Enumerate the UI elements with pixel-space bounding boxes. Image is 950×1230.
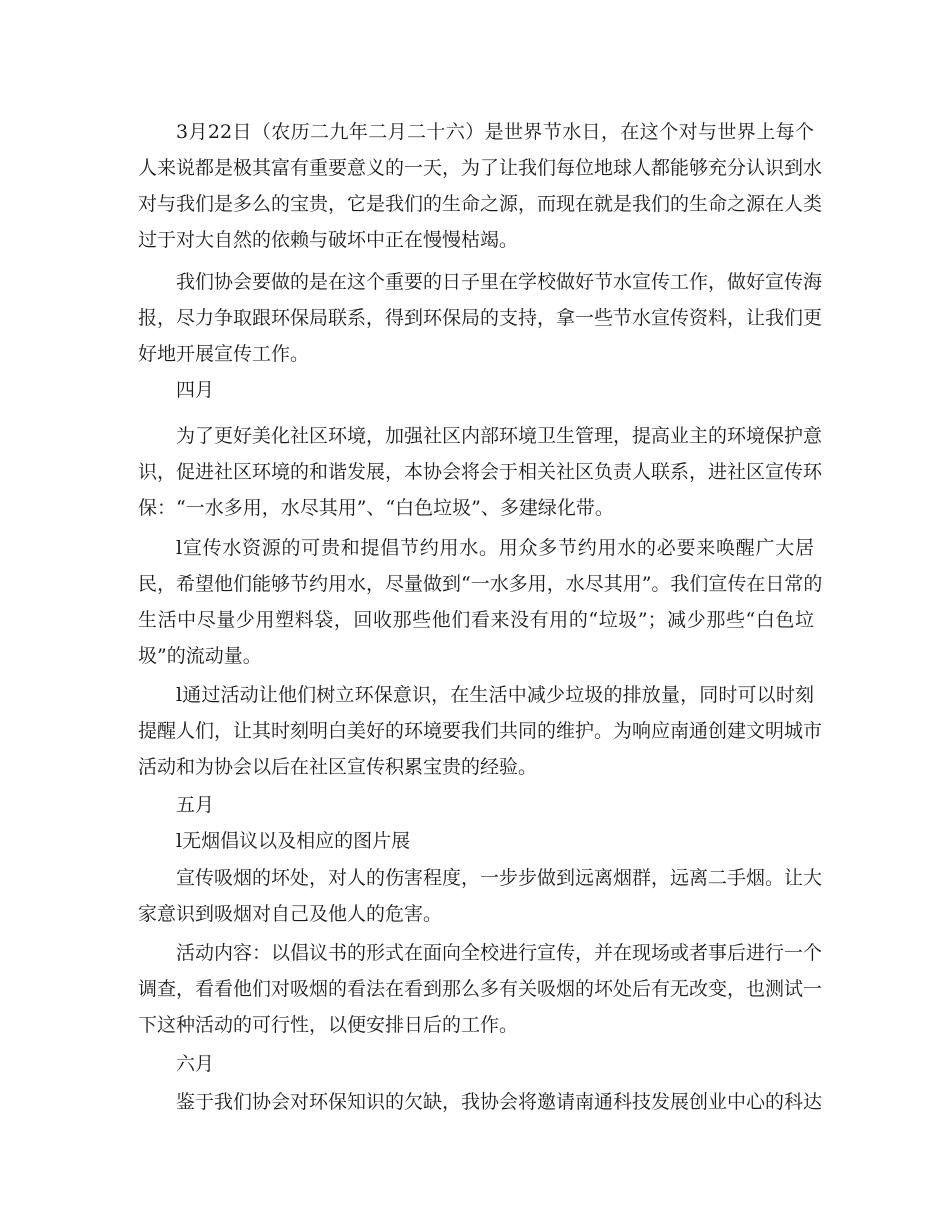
paragraph-line: 活动内容：以倡议书的形式在面向全校进行宣传，并在现场或者事后进行一个: [176, 942, 823, 964]
paragraph-line: 圾”的流动量。: [138, 645, 262, 667]
paragraph-line: 宣传吸烟的坏处，对人的伤害程度，一步步做到远离烟群，远离二手烟。让大: [176, 867, 823, 889]
paragraph-line: 人来说都是极其富有重要意义的一天，为了让我们每位地球人都能够充分认识到水: [138, 157, 823, 179]
section-heading: 六月: [176, 1053, 215, 1075]
paragraph-line: 提醒人们，让其时刻明白美好的环境要我们共同的维护。为响应南通创建文明城市: [138, 720, 823, 742]
paragraph-line: l无烟倡议以及相应的图片展: [176, 830, 411, 852]
paragraph-line: 生活中尽量少用塑料袋，回收那些他们看来没有用的“垃圾”；减少那些“白色垃: [138, 609, 814, 631]
paragraph-line: 我们协会要做的是在这个重要的日子里在学校做好节水宣传工作，做好宣传海: [176, 271, 823, 293]
paragraph-line: 家意识到吸烟对自己及他人的危害。: [138, 903, 443, 925]
paragraph-line: l宣传水资源的可贵和提倡节约用水。用众多节约用水的必要来唤醒广大居: [176, 537, 814, 559]
paragraph-line: 鉴于我们协会对环保知识的欠缺，我协会将邀请南通科技发展创业中心的科达: [176, 1091, 823, 1113]
paragraph-line: 报，尽力争取跟环保局联系，得到环保局的支持，拿一些节水宣传资料，让我们更: [138, 307, 823, 329]
paragraph-line: 过于对大自然的依赖与破坏中正在慢慢枯竭。: [138, 229, 519, 251]
section-heading: 五月: [176, 794, 215, 816]
paragraph-line: 下这种活动的可行性，以便安排日后的工作。: [138, 1014, 519, 1036]
paragraph-line: 识，促进社区环境的和谐发展，本协会将会于相关社区负责人联系，进社区宣传环: [138, 461, 823, 483]
section-heading: 四月: [176, 379, 215, 401]
paragraph-line: 调查，看看他们对吸烟的看法在看到那么多有关吸烟的坏处后有无改变，也测试一: [138, 978, 823, 1000]
paragraph-line: 活动和为协会以后在社区宣传积累宝贵的经验。: [138, 756, 538, 778]
paragraph-line: l通过活动让他们树立环保意识，在生活中减少垃圾的排放量，同时可以时刻: [176, 684, 814, 706]
paragraph-line: 3月22日（农历二九年二月二十六）是世界节水日，在这个对与世界上每个: [176, 121, 814, 143]
paragraph-line: 保：“一水多用，水尽其用”、“白色垃圾”、多建绿化带。: [138, 497, 614, 519]
paragraph-line: 好地开展宣传工作。: [138, 343, 310, 365]
paragraph-line: 为了更好美化社区环境，加强社区内部环境卫生管理，提高业主的环境保护意: [176, 425, 823, 447]
paragraph-line: 对与我们是多么的宝贵，它是我们的生命之源，而现在就是我们的生命之源在人类: [138, 193, 823, 215]
paragraph-line: 民，希望他们能够节约用水，尽量做到“一水多用，水尽其用”。我们宣传在日常的: [138, 573, 823, 595]
